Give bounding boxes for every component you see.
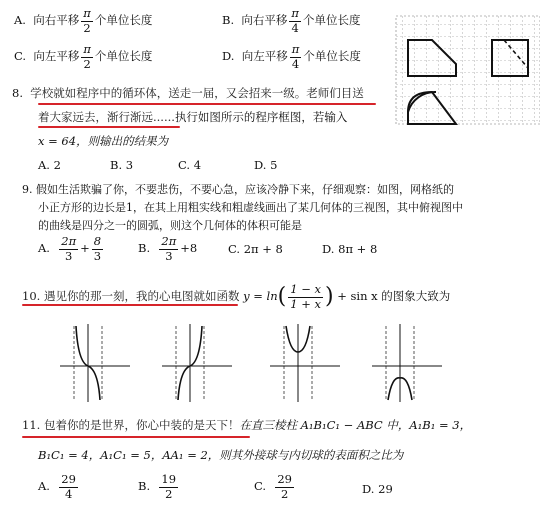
q7-option-d: D. 向左平移 $\frac{\pi}{4}$ 个单位长度: [222, 42, 361, 71]
q9-line3: 的曲线是四分之一的圆弧，则这个几何体的体积可能是: [38, 219, 302, 232]
q9-line1: 9. 假如生活欺骗了你，不要悲伤，不要心急，应该冷静下来，仔细观察：如图，网格纸的: [22, 183, 454, 196]
q8-option-d: D. 5: [254, 158, 278, 172]
q11-option-d: D. 29: [362, 482, 393, 496]
q8-option-a: A. 2: [38, 158, 61, 172]
q8-underline-2: [38, 126, 180, 128]
three-view-figure: [390, 12, 540, 132]
q10-underline: [22, 304, 238, 306]
q11-line1: 11. 包着你的是世界，你心中装的是天下！在直三棱柱 A₁B₁C₁ − ABC 中，A₁B₁ = 3，: [22, 418, 472, 432]
q10-graph-d: [372, 322, 442, 402]
q10-question: 10. 遇见你的那一刻，我的心电图就如函数 y = ln( $\frac{1 - x}{1 + x}$ ) + sin x 的图象大致为: [22, 282, 451, 311]
q9-option-a: A. $\frac{2\pi}{3}$ + $\frac{8}{3}$: [38, 234, 102, 263]
q8-line1: 8. 学校就如程序中的循环体，送走一届，又会招来一级。老师们目送: [12, 86, 364, 100]
q8-underline-1: [38, 103, 376, 105]
q10-graph-a: [60, 322, 130, 402]
q10-graph-c: [270, 322, 340, 402]
q11-line2: B₁C₁ = 4，A₁C₁ = 5，AA₁ = 2，则其外接球与内切球的表面积之比为: [38, 448, 404, 462]
q9-line2: 小正方形的边长是1，在其上用粗实线和粗虚线画出了某几何体的三视图，其中俯视图中: [38, 201, 463, 214]
q7-option-b: B. 向右平移 $\frac{\pi}{4}$ 个单位长度: [222, 6, 361, 35]
q9-option-c: C. 2π + 8: [228, 242, 283, 256]
q8-line2: 着大家远去，渐行渐远......执行如图所示的程序框图，若输入: [38, 110, 348, 124]
q10-graph-b: [162, 322, 232, 402]
q9-option-b: B. $\frac{2\pi}{3}$ +8: [138, 234, 198, 263]
q11-option-b: B. $\frac{19}{2}$: [138, 472, 177, 501]
q7-option-a: A. 向右平移 $\frac{\pi}{2}$ 个单位长度: [14, 6, 153, 35]
q8-option-b: B. 3: [110, 158, 134, 172]
q11-underline: [22, 436, 250, 438]
q11-option-a: A. $\frac{29}{4}$: [38, 472, 76, 501]
q11-option-c: C. $\frac{29}{2}$: [254, 472, 292, 501]
q7-option-c: C. 向左平移 $\frac{\pi}{2}$ 个单位长度: [14, 42, 153, 71]
q9-option-d: D. 8π + 8: [322, 242, 378, 256]
q8-option-c: C. 4: [178, 158, 202, 172]
q8-line3: x = 64，则输出的结果为: [38, 134, 169, 148]
